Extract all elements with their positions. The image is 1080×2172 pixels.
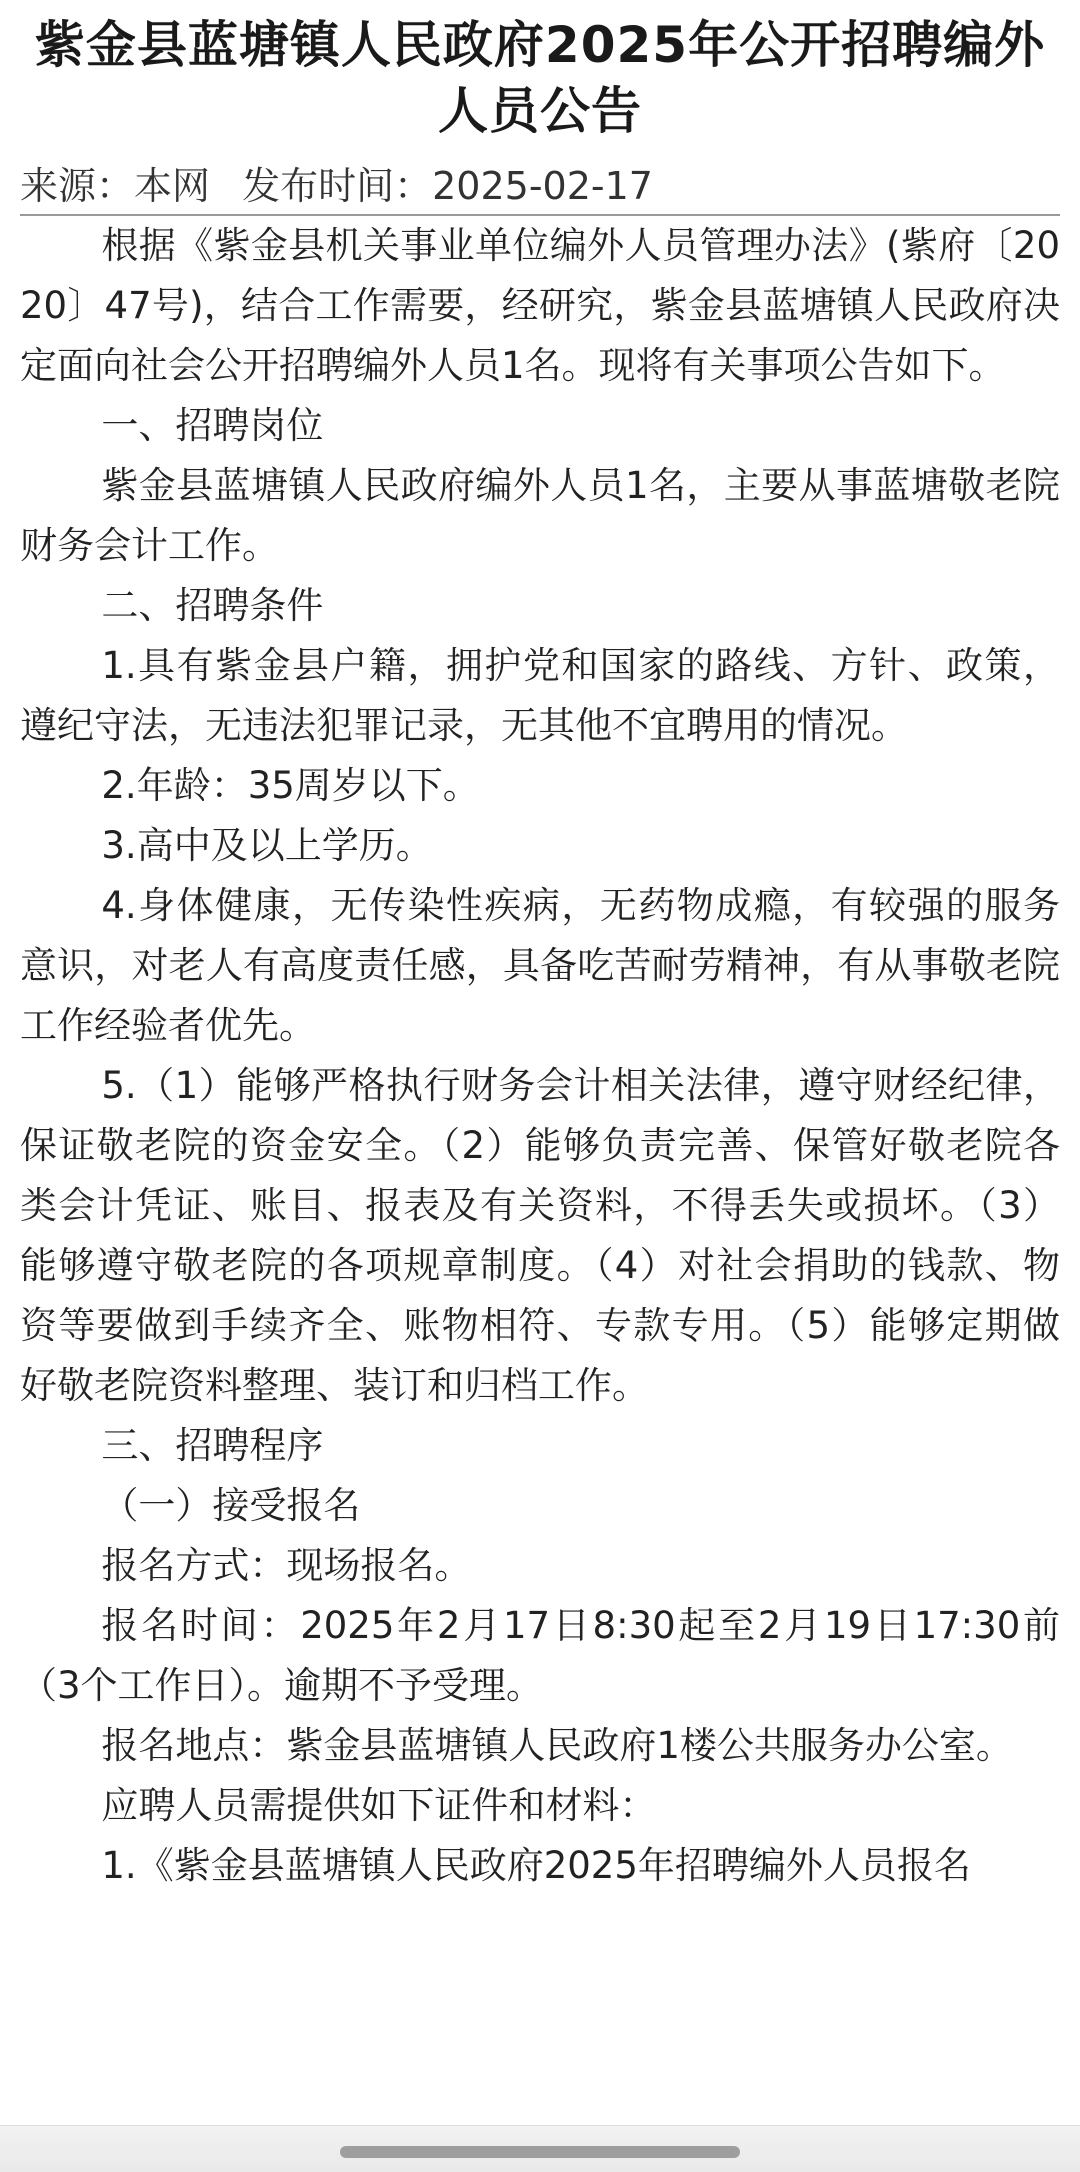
article-body — [20, 216, 1060, 1896]
section-heading-procedure: 三、招聘程序 — [101, 1424, 324, 1467]
article-source: 来源：本网 — [20, 164, 211, 208]
paragraph-intro: 根据《紫金县机关事业单位编外人员管理办法》(紫府〔2020〕47号)，结合工作需要，经研究，紫金县蓝塘镇人民政府决定面向社会公开招聘编外人员1名。现将有关事项公告如下。 — [20, 224, 1060, 387]
required-material-item-1: 1.《紫金县蓝塘镇人民政府2025年招聘编外人员报名 — [101, 1844, 971, 1887]
article-publish-time: 发布时间：2025-02-17 — [242, 164, 653, 208]
section-heading-conditions: 二、招聘条件 — [101, 584, 324, 627]
condition-item-3: 3.高中及以上学历。 — [101, 824, 433, 867]
system-navigation-bar — [0, 2125, 1080, 2172]
condition-item-5: 5.（1）能够严格执行财务会计相关法律，遵守财经纪律，保证敬老院的资金安全。（2）能够负责完善、保管好敬老院各类会计凭证、账目、报表及有关资料，不得丢失或损坏。（3）能够遵守敬老院的各项规章制度。（4）对社会捐助的钱款、物资等要做到手续齐全、账物相符、专款专用。（5）能够定期做好敬老院资料整理、装订和归档工作。 — [20, 1064, 1060, 1407]
article-meta — [20, 160, 1060, 216]
condition-item-1: 1.具有紫金县户籍，拥护党和国家的路线、方针、政策，遵纪守法，无违法犯罪记录，无其他不宜聘用的情况。 — [20, 644, 1060, 747]
registration-location: 报名地点：紫金县蓝塘镇人民政府1楼公共服务办公室。 — [101, 1724, 1013, 1767]
condition-item-4: 4.身体健康，无传染性疾病，无药物成瘾，有较强的服务意识，对老人有高度责任感，具备吃苦耐劳精神，有从事敬老院工作经验者优先。 — [20, 884, 1060, 1047]
required-materials-intro: 应聘人员需提供如下证件和材料： — [101, 1784, 657, 1827]
paragraph-position-detail: 紫金县蓝塘镇人民政府编外人员1名，主要从事蓝塘敬老院财务会计工作。 — [20, 464, 1060, 567]
registration-time: 报名时间：2025年2月17日8:30起至2月19日17:30前（3个工作日）。逾期不予受理。 — [20, 1604, 1060, 1707]
section-heading-positions: 一、招聘岗位 — [101, 404, 324, 447]
home-indicator-handle[interactable] — [340, 2146, 740, 2158]
registration-method: 报名方式：现场报名。 — [101, 1544, 472, 1587]
article-title: 紫金县蓝塘镇人民政府2025年公开招聘编外人员公告 — [34, 16, 1046, 140]
subsection-heading-registration: （一）接受报名 — [101, 1484, 361, 1527]
condition-item-2: 2.年龄：35周岁以下。 — [101, 764, 480, 807]
